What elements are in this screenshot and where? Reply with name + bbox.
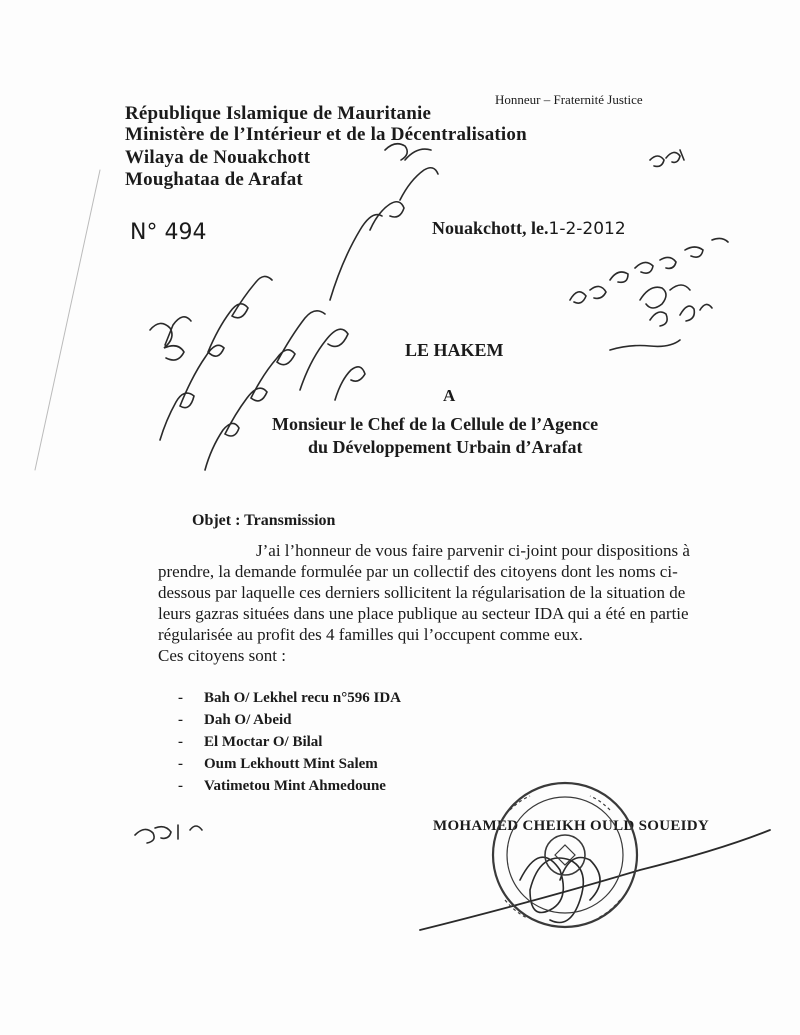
header-ministry: Ministère de l’Intérieur et de la Décentralisation bbox=[125, 124, 527, 145]
handwritten-note-6 bbox=[570, 238, 728, 303]
header-republic: République Islamique de Mauritanie bbox=[125, 103, 432, 124]
list-item: - El Moctar O/ Bilal bbox=[178, 734, 323, 750]
handwritten-note-8 bbox=[610, 304, 712, 350]
handwritten-note-7 bbox=[640, 285, 690, 308]
date-prefix: Nouakchott, le bbox=[432, 218, 544, 238]
handwritten-note-2 bbox=[160, 276, 272, 440]
national-motto: Honneur – Fraternité Justice bbox=[495, 92, 643, 107]
handwritten-note-3 bbox=[205, 311, 325, 470]
date-handwritten: 1-2-2012 bbox=[548, 219, 626, 239]
handwritten-note-1 bbox=[150, 317, 191, 360]
signature-stroke bbox=[420, 830, 770, 930]
official-stamp bbox=[493, 783, 637, 927]
body-line: régularisée au profit des 4 familles qui l’occupent comme eux. bbox=[158, 625, 583, 644]
body-line: dessous par laquelle ces derniers sollicitent la régularisation de la situation de bbox=[158, 583, 686, 602]
handwritten-note-4 bbox=[300, 329, 365, 400]
list-item: - Oum Lekhoutt Mint Salem bbox=[178, 756, 378, 772]
list-item: - Vatimetou Mint Ahmedoune bbox=[178, 778, 386, 794]
body-line: J’ai l’honneur de vous faire parvenir ci-joint pour dispositions à bbox=[256, 541, 690, 560]
body-line: leurs gazras situées dans une place publique au secteur IDA qui a été en partie bbox=[158, 604, 689, 623]
body-line: prendre, la demande formulée par un collectif des citoyens dont les noms ci- bbox=[158, 562, 678, 581]
handwritten-note-10 bbox=[385, 144, 431, 160]
scan-line bbox=[35, 170, 100, 470]
header-moughataa: Moughataa de Arafat bbox=[125, 169, 303, 190]
signatory-name: MOHAMED CHEIKH OULD SOUEIDY bbox=[433, 818, 710, 834]
citizens-intro: Ces citoyens sont : bbox=[158, 646, 286, 665]
date-line: Nouakchott, le.1-2-2012 bbox=[432, 218, 626, 239]
reference-number: N° 494 bbox=[130, 220, 207, 245]
letter-title: LE HAKEM bbox=[405, 340, 504, 360]
list-item: - Dah O/ Abeid bbox=[178, 712, 292, 728]
letter-subject: Objet : Transmission bbox=[192, 512, 336, 529]
recipient-line-1: Monsieur le Chef de la Cellule de l’Agence bbox=[272, 414, 599, 434]
recipient-line-2: du Développement Urbain d’Arafat bbox=[308, 437, 583, 457]
handwritten-note-9 bbox=[650, 150, 684, 166]
handwritten-note-5 bbox=[330, 168, 438, 300]
to-marker: A bbox=[443, 386, 456, 405]
list-item: - Bah O/ Lekhel recu n°596 IDA bbox=[178, 690, 401, 706]
handwritten-arabic bbox=[135, 825, 202, 843]
header-wilaya: Wilaya de Nouakchott bbox=[125, 147, 311, 168]
